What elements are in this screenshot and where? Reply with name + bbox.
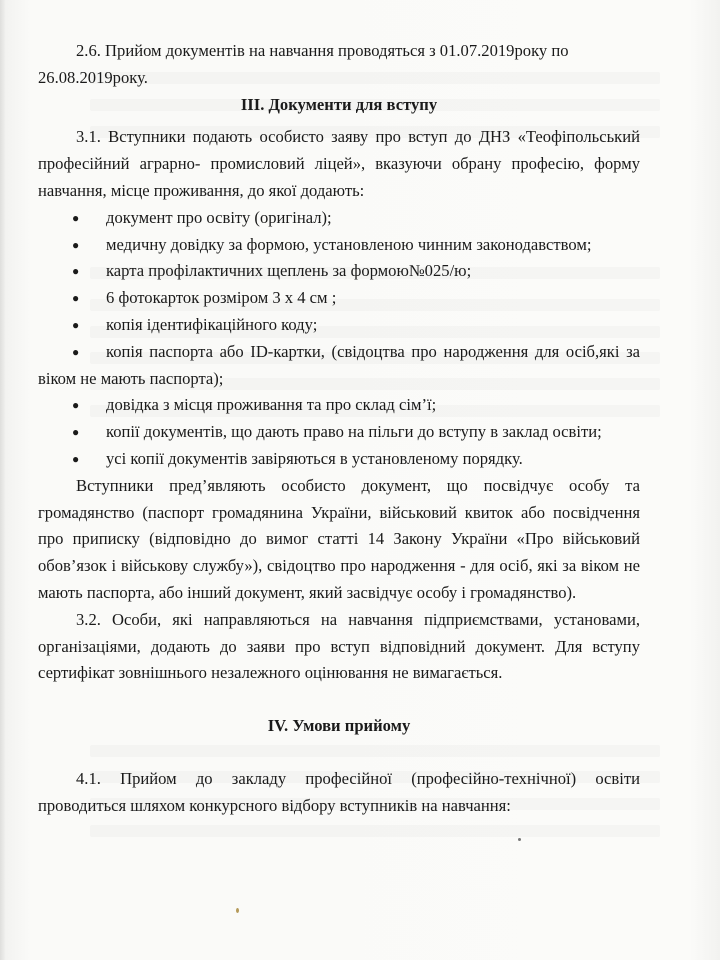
list-item: ● 6 фотокарток розміром 3 х 4 см ; [38, 285, 640, 312]
paragraph-2-6-line1: 2.6. Прийом документів на навчання проводяться з 01.07.2019року по [76, 41, 569, 60]
list-item: ● усі копії документів завіряються в установленому порядку. [38, 446, 640, 473]
paper-speck [236, 908, 239, 913]
list-item: ● карта профілактичних щеплень за формою№025/ю; [38, 258, 640, 285]
list-item: ● медичну довідку за формою, установленою чинним законодавством; [38, 232, 640, 259]
document-body [38, 38, 640, 820]
list-item: ● копія паспорта або ID-картки, (свідоцтва про народження для осіб,які за віком не мають паспорта); [38, 339, 640, 393]
paragraph-2-6-line2: 26.08.2019року. [38, 67, 148, 87]
bullet-dot-icon: ● [72, 291, 80, 306]
list-item: ● довідка з місця проживання та про склад сім’ї; [38, 392, 640, 419]
paragraph-2-6-continued [38, 65, 640, 92]
bullet-dot-icon: ● [72, 237, 80, 252]
list-item: ● копії документів, що дають право на пільги до вступу в заклад освіти; [38, 419, 640, 446]
bullet-dot-icon: ● [72, 398, 80, 413]
paragraph-3-2: 3.2. Особи, які направляються на навчання підприємствами, установами, організаціями, додають до заяви про вступ відповідний документ. Для вступу сертифікат зовнішнього незалежного оцінювання не вимагається. [38, 609, 640, 683]
bullet-dot-icon: ● [72, 344, 80, 359]
paragraph-2-6 [38, 38, 640, 65]
page-edge-shadow [0, 0, 6, 960]
bullet-dot-icon: ● [72, 264, 80, 279]
list-item: ● документ про освіту (оригінал); [38, 205, 640, 232]
paragraph-4-1: 4.1. Прийом до закладу професійної (професійно-технічної) освіти проводиться шляхом конкурсного відбору вступників на навчання: [38, 768, 640, 815]
paragraph-3-1: 3.1. Вступники подають особисто заяву про вступ до ДНЗ «Теофіпольський професійний аграрно- промисловий ліцей», вказуючи обрану професію, форму навчання, місце проживання, до якої додають: [38, 127, 640, 200]
bleed-through-line [90, 825, 660, 837]
list-item: ● копія ідентифікаційного коду; [38, 312, 640, 339]
bullet-dot-icon: ● [72, 425, 80, 440]
bullet-dot-icon: ● [72, 451, 80, 466]
section-heading-3: ІІІ. Документи для вступу [240, 94, 438, 114]
paper-speck [518, 838, 521, 841]
section-heading-4: IV. Умови прийому [267, 716, 411, 736]
paragraph-identity-documents: Вступники пред’являють особисто документ, що посвідчує особу та громадянство (паспорт громадянина України, військовий квиток або посвідчення про приписку (відповідно до вимог статті 14 Закону України «Про військовий обов’язок і військову службу»), свідоцтво про народження - для осіб, які за віком не мають паспорта, або інший документ, який засвідчує особу і громадянство). [38, 475, 640, 602]
bullet-dot-icon: ● [72, 317, 80, 332]
required-documents-list [38, 205, 640, 473]
bullet-dot-icon: ● [72, 210, 80, 225]
